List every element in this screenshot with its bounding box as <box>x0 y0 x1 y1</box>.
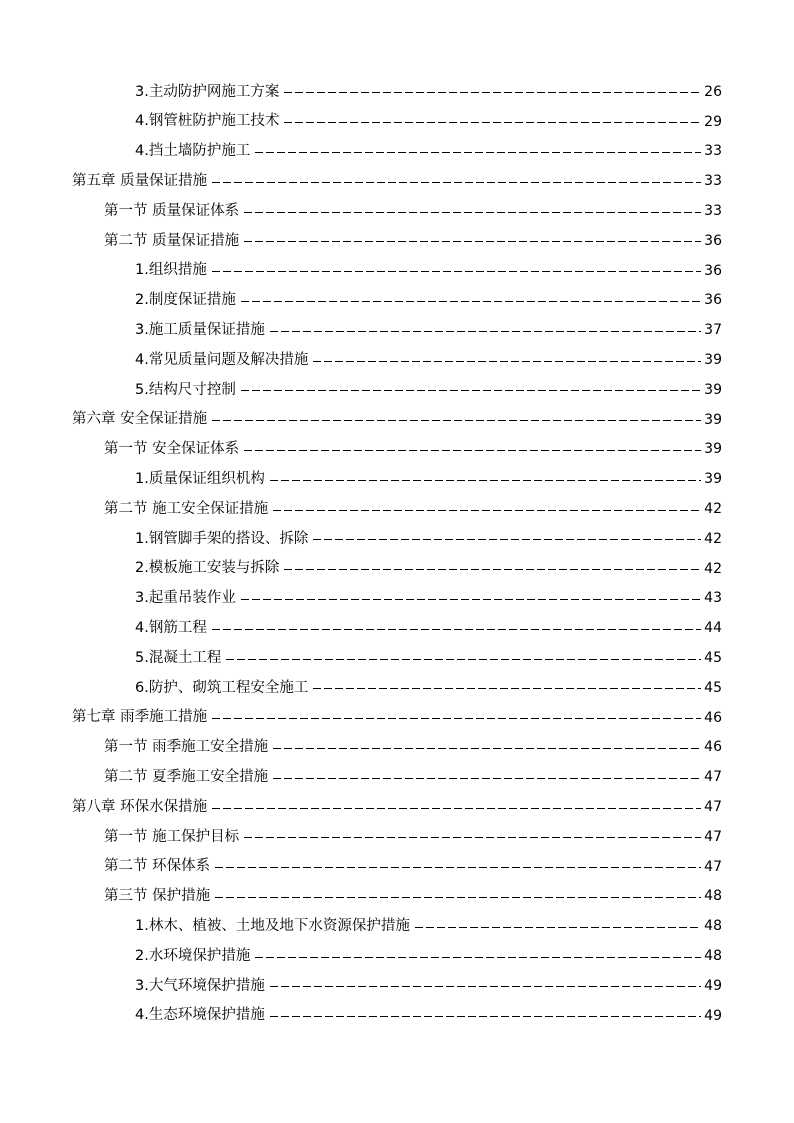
toc-entry[interactable] <box>0 137 794 167</box>
toc-entry-title: 4.常见质量问题及解决措施 <box>135 351 309 368</box>
toc-entry-title: 第一节 雨季施工安全措施 <box>104 739 269 756</box>
toc-chapter-entry[interactable] <box>0 703 794 733</box>
toc-entry-title: 1.钢管脚手架的搭设、拆除 <box>135 530 309 547</box>
toc-entry-title: 5.混凝土工程 <box>135 649 222 666</box>
toc-entry-page: 39 <box>704 411 722 428</box>
dot-leader <box>284 569 701 570</box>
toc-entry-title: 1.质量保证组织机构 <box>135 471 265 487</box>
toc-entry-page: 44 <box>704 620 722 637</box>
toc-entry-title: 3.主动防护网施工方案 <box>135 83 280 100</box>
toc-section-entry[interactable] <box>0 196 794 226</box>
dot-leader <box>212 629 701 630</box>
toc-entry-page: 46 <box>704 739 722 756</box>
toc-entry-page: 45 <box>704 679 722 696</box>
table-of-contents <box>0 77 794 1031</box>
toc-entry-page: 39 <box>704 441 722 458</box>
toc-entry[interactable] <box>0 941 794 971</box>
toc-entry-page: 43 <box>704 590 722 607</box>
dot-leader <box>215 897 701 898</box>
dot-leader <box>313 361 701 362</box>
dot-leader <box>313 688 701 689</box>
toc-entry-title: 4.钢筋工程 <box>135 619 207 636</box>
dot-leader <box>270 986 701 987</box>
toc-entry[interactable] <box>0 315 794 345</box>
dot-leader <box>270 331 701 332</box>
dot-leader <box>255 152 701 153</box>
toc-entry-page: 47 <box>704 828 722 845</box>
toc-entry-page: 26 <box>704 83 722 100</box>
toc-entry-title: 第一节 安全保证体系 <box>104 441 240 458</box>
toc-entry-title: 2.模板施工安装与拆除 <box>135 560 280 577</box>
toc-entry-page: 48 <box>704 948 722 964</box>
toc-entry-title: 1.林木、植被、土地及地下水资源保护措施 <box>135 917 410 934</box>
toc-entry-title: 第八章 环保水保措施 <box>72 798 208 815</box>
toc-entry[interactable] <box>0 286 794 316</box>
dot-leader <box>273 778 701 779</box>
toc-entry-page: 48 <box>704 918 722 935</box>
toc-section-entry[interactable] <box>0 733 794 763</box>
dot-leader <box>215 867 701 868</box>
toc-entry-page: 39 <box>704 381 722 398</box>
toc-entry-page: 33 <box>704 173 722 190</box>
toc-entry-page: 49 <box>704 977 722 994</box>
toc-entry-title: 第五章 质量保证措施 <box>72 173 208 190</box>
toc-entry-page: 47 <box>704 769 722 786</box>
toc-entry-title: 第一节 施工保护目标 <box>104 828 240 845</box>
toc-entry-page: 37 <box>704 322 722 339</box>
toc-entry-page: 45 <box>704 650 722 667</box>
toc-entry[interactable] <box>0 911 794 941</box>
toc-entry[interactable] <box>0 554 794 584</box>
toc-entry-page: 33 <box>704 143 722 160</box>
dot-leader <box>212 271 701 272</box>
toc-section-entry[interactable] <box>0 494 794 524</box>
toc-section-entry[interactable] <box>0 882 794 912</box>
toc-entry-title: 4.生态环境保护措施 <box>135 1007 265 1024</box>
toc-entry-page: 33 <box>704 203 722 220</box>
toc-entry-title: 第二节 环保体系 <box>104 858 211 875</box>
dot-leader <box>244 241 701 242</box>
dot-leader <box>270 1016 701 1017</box>
toc-entry[interactable] <box>0 1001 794 1031</box>
toc-entry[interactable] <box>0 613 794 643</box>
dot-leader <box>415 927 701 928</box>
toc-entry[interactable] <box>0 673 794 703</box>
toc-entry-title: 第三节 保护措施 <box>104 888 211 905</box>
toc-entry[interactable] <box>0 524 794 554</box>
toc-entry-page: 49 <box>704 1007 722 1024</box>
dot-leader <box>273 510 701 511</box>
toc-entry[interactable] <box>0 107 794 137</box>
dot-leader <box>212 718 701 719</box>
toc-chapter-entry[interactable] <box>0 405 794 435</box>
toc-section-entry[interactable] <box>0 762 794 792</box>
toc-entry-page: 48 <box>704 888 722 905</box>
toc-section-entry[interactable] <box>0 226 794 256</box>
toc-entry-page: 36 <box>704 292 722 309</box>
toc-entry-page: 42 <box>704 530 722 547</box>
toc-entry-page: 39 <box>704 471 722 488</box>
dot-leader <box>270 480 701 481</box>
dot-leader <box>255 957 701 958</box>
toc-entry-page: 47 <box>704 858 722 875</box>
toc-chapter-entry[interactable] <box>0 166 794 196</box>
toc-entry-title: 第二节 夏季施工安全措施 <box>104 768 269 785</box>
toc-entry-title: 第一节 质量保证体系 <box>104 202 240 219</box>
toc-entry-title: 3.起重吊装作业 <box>135 590 236 607</box>
toc-entry[interactable] <box>0 77 794 107</box>
toc-entry-page: 36 <box>704 232 722 249</box>
toc-entry-page: 42 <box>704 560 722 577</box>
toc-entry-title: 第七章 雨季施工措施 <box>72 709 208 726</box>
toc-entry-title: 3.施工质量保证措施 <box>135 322 265 339</box>
dot-leader <box>273 748 701 749</box>
toc-entry[interactable] <box>0 375 794 405</box>
toc-chapter-entry[interactable] <box>0 792 794 822</box>
toc-entry-page: 42 <box>704 501 722 518</box>
dot-leader <box>212 808 701 809</box>
toc-entry-page: 29 <box>704 113 722 130</box>
toc-entry-page: 47 <box>704 799 722 816</box>
dot-leader <box>241 301 701 302</box>
dot-leader <box>313 539 701 540</box>
toc-entry-page: 36 <box>704 262 722 279</box>
dot-leader <box>284 92 701 93</box>
toc-entry-title: 第二节 施工安全保证措施 <box>104 500 269 517</box>
toc-entry-title: 4.钢管桩防护施工技术 <box>135 113 280 130</box>
toc-entry-title: 5.结构尺寸控制 <box>135 381 236 398</box>
toc-entry-title: 2.水环境保护措施 <box>135 947 251 964</box>
dot-leader <box>212 182 701 183</box>
toc-entry-title: 第六章 安全保证措施 <box>72 411 208 428</box>
toc-entry-title: 第二节 质量保证措施 <box>104 232 240 249</box>
toc-section-entry[interactable] <box>0 852 794 882</box>
toc-entry[interactable] <box>0 584 794 614</box>
dot-leader <box>284 122 701 123</box>
toc-entry-title: 6.防护、砌筑工程安全施工 <box>135 679 309 696</box>
toc-entry-title: 2.制度保证措施 <box>135 292 236 309</box>
toc-entry-title: 4.挡土墙防护施工 <box>135 143 251 160</box>
dot-leader <box>226 659 701 660</box>
toc-entry-title: 3.大气环境保护措施 <box>135 977 265 994</box>
dot-leader <box>212 420 701 421</box>
toc-entry[interactable] <box>0 971 794 1001</box>
toc-entry-title: 1.组织措施 <box>135 262 207 279</box>
dot-leader <box>241 390 701 391</box>
toc-entry[interactable] <box>0 643 794 673</box>
toc-entry[interactable] <box>0 256 794 286</box>
dot-leader <box>241 599 701 600</box>
toc-entry[interactable] <box>0 464 794 494</box>
toc-section-entry[interactable] <box>0 822 794 852</box>
dot-leader <box>244 212 701 213</box>
toc-entry-page: 39 <box>704 352 722 369</box>
toc-entry[interactable] <box>0 345 794 375</box>
dot-leader <box>244 837 701 838</box>
toc-section-entry[interactable] <box>0 435 794 465</box>
dot-leader <box>244 450 701 451</box>
toc-entry-page: 46 <box>704 709 722 726</box>
